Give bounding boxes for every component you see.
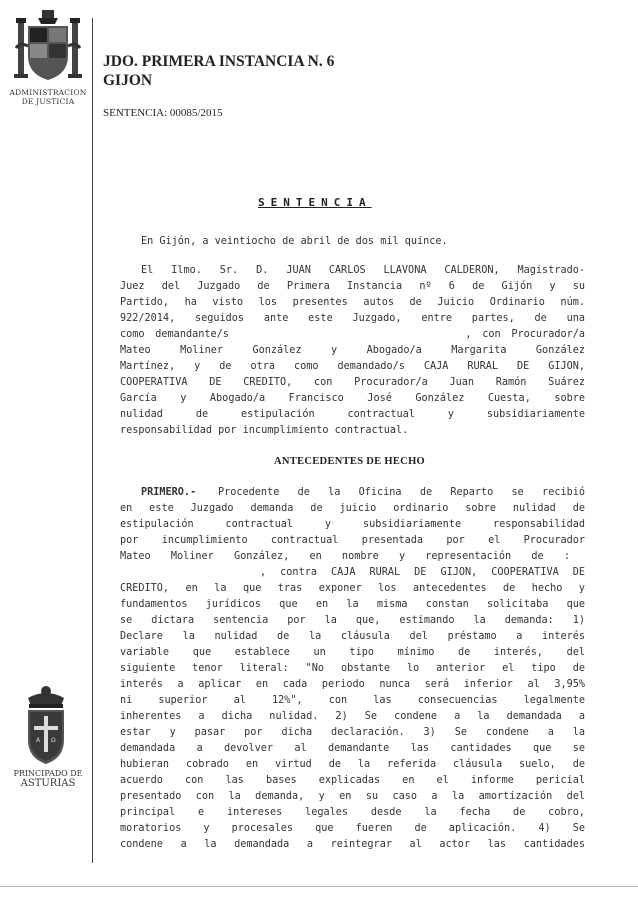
paragraph-line: , contra CAJA RURAL DE GIJON, COOPERATIVA DE — [120, 567, 585, 578]
paragraph-line: responsabilidad por incumplimiento contractual. — [120, 425, 409, 436]
paragraph-line: nulidad de estipulación contractual y subsidiariamente — [120, 409, 585, 420]
paragraph-line: estar y pasar por dicha declaración. 3) Se condene a la — [120, 727, 585, 738]
paragraph-line: 922/2014, seguidos ante este Juzgado, entre partes, de una — [120, 313, 585, 324]
spain-coat-of-arms-icon — [14, 8, 82, 88]
paragraph-line: Partido, ha visto los presentes autos de Juicio Ordinario núm. — [120, 297, 585, 308]
paragraph-line: inherentes a dicha nulidad. 2) Se condene a la demandada a — [120, 711, 585, 722]
court-name — [103, 52, 334, 90]
paragraph-line: por incumplimiento contractual presentada por el Procurador — [120, 535, 585, 546]
margin-divider — [92, 18, 93, 863]
court-line-1: JDO. PRIMERA INSTANCIA N. 6 — [103, 53, 335, 70]
paragraph-line: ni superior al 12%", con las consecuencias legalmente — [120, 695, 585, 706]
paragraph-line: moratorios y procesales que fueren de aplicación. 4) Se — [120, 823, 585, 834]
paragraph-line: condene a la demandada a reintegrar al actor las cantidades — [120, 839, 585, 850]
paragraph-line: fundamentos jurídicos que en la misma constan solicitaba que — [120, 599, 585, 610]
primero-label: PRIMERO.- — [141, 487, 197, 498]
paragraph-line: CREDITO, en la que tras exponer los antecedentes de hecho y — [120, 583, 585, 594]
paragraph-line: se dictara sentencia por la que, estimando la demanda: 1) — [120, 615, 585, 626]
paragraph-line: interés a aplicar en cada periodo nunca será inferior al 3,95% — [120, 679, 585, 690]
paragraph-line: como demandante/s , con Procurador/a — [120, 329, 585, 340]
paragraph-line: siguiente tenor literal: "No obstante lo anterior el tipo de — [120, 663, 585, 674]
paragraph-line: COOPERATIVA DE CREDITO, con Procurador/a Juan Ramón Suárez — [120, 377, 585, 388]
document-title: SENTENCIA — [258, 196, 372, 209]
asturias-coat-of-arms-icon — [20, 684, 72, 766]
paragraph-line: Declare la nulidad de la cláusula del préstamo a interés — [120, 631, 585, 642]
crest-caption — [0, 88, 96, 106]
paragraph-line: en este Juzgado demanda de juicio ordinario sobre nulidad de — [120, 503, 585, 514]
paragraph-line: García y Abogado/a Francisco José González Cuesta, sobre — [120, 393, 585, 404]
paragraph-line: estipulación contractual y subsidiariamente responsabilidad — [120, 519, 585, 530]
section-heading: ANTECEDENTES DE HECHO — [274, 456, 425, 467]
paragraph-line: demandada a devolver al demandante las cantidades que se — [120, 743, 585, 754]
paragraph-line: El Ilmo. Sr. D. JUAN CARLOS LLAVONA CALDERON, Magistrado- — [141, 265, 585, 276]
paragraph-line: Procedente de la Oficina de Reparto se recibió — [218, 487, 585, 498]
paragraph-line: Juez del Juzgado de Primera Instancia nº 6 de Gijón y su — [120, 281, 585, 292]
sentencia-reference: SENTENCIA: 00085/2015 — [103, 107, 223, 119]
crest-caption-line-2: DE JUSTICIA — [21, 97, 75, 106]
paragraph-line: Mateo Moliner González y Abogado/a Margarita González — [120, 345, 585, 356]
paragraph-line: Martínez, y de otra como demandado/s CAJA RURAL DE GIJON, — [120, 361, 585, 372]
svg-text:Ω: Ω — [51, 737, 56, 744]
asturias-caption-line-2: ASTURIAS — [20, 778, 76, 789]
svg-text:A: A — [36, 737, 41, 744]
paragraph-line: acuerdo con las bases explicadas en el informe pericial — [120, 775, 585, 786]
crest-caption-line-1: ADMINISTRACION — [9, 88, 87, 97]
asturias-caption — [0, 769, 96, 789]
paragraph-line: Mateo Moliner González, en nombre y representación de : — [120, 551, 570, 562]
paragraph-line: variable que establece un tipo mínimo de interés, del — [120, 647, 585, 658]
paragraph-line: principal e intereses legales desde la fecha de cobro, — [120, 807, 585, 818]
paragraph-line: presentado con la demanda, y en su caso a la amortización del — [120, 791, 585, 802]
asturias-caption-line-1: PRINCIPADO DE — [13, 769, 83, 778]
bottom-rule — [0, 886, 638, 887]
paragraph-line: hubieran cobrado en virtud de la referida cláusula suelo, de — [120, 759, 585, 770]
intro-line: En Gijón, a veintiocho de abril de dos mil quince. — [141, 236, 448, 247]
court-line-2: GIJON — [103, 72, 153, 89]
